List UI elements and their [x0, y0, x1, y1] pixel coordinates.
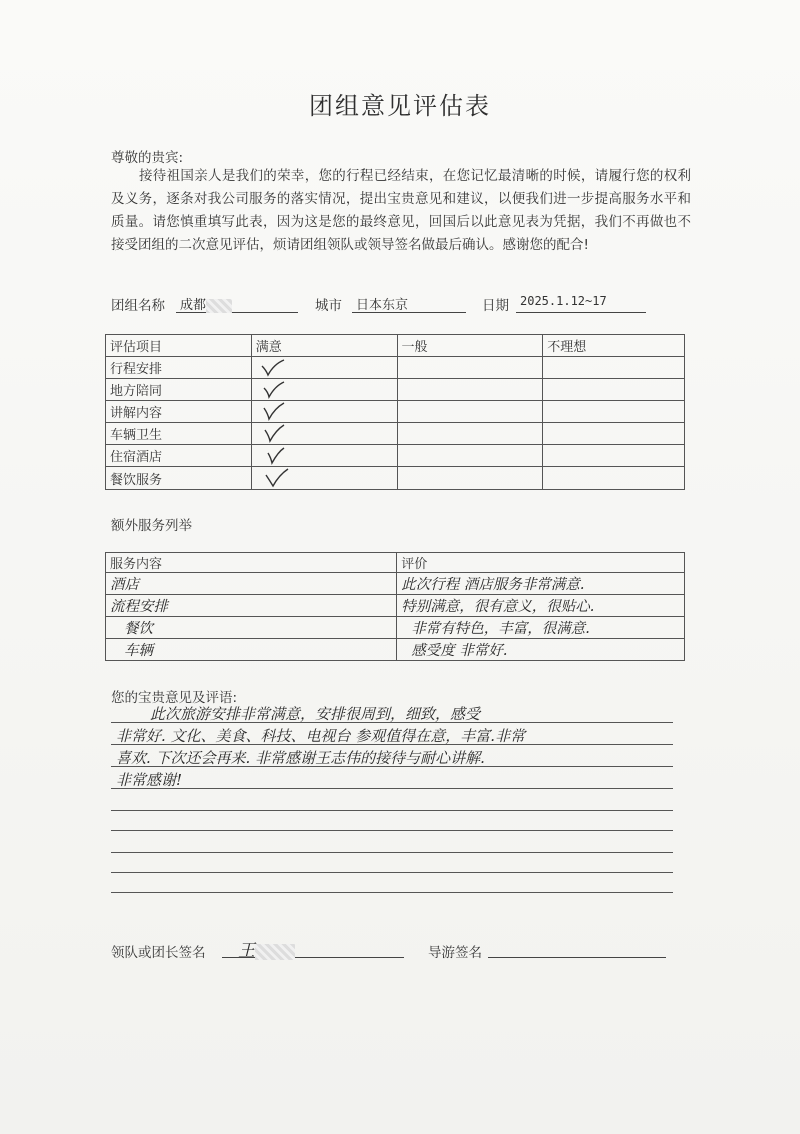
evaluation-item: 餐饮服务 — [106, 467, 252, 490]
checkmark-icon — [256, 446, 286, 466]
table-row — [106, 595, 685, 617]
form-title: 团组意见评估表 — [309, 92, 491, 120]
evaluation-item: 车辆卫生 — [106, 423, 252, 445]
satisfied-cell[interactable] — [251, 379, 397, 401]
header-satisfied: 满意 — [251, 335, 397, 357]
satisfied-cell[interactable] — [251, 445, 397, 467]
extra-services-header-row — [106, 553, 685, 573]
unsatisfied-cell[interactable] — [543, 357, 685, 379]
comment-value: 感受度 非常好. — [411, 643, 508, 659]
satisfied-cell[interactable] — [251, 357, 397, 379]
service-cell[interactable] — [106, 617, 397, 639]
evaluation-header-row — [106, 335, 685, 357]
unsatisfied-cell[interactable] — [543, 423, 685, 445]
service-value: 餐饮 — [124, 621, 153, 637]
comment-cell[interactable] — [397, 573, 685, 595]
ruled-line — [111, 830, 673, 831]
header-item: 评估项目 — [106, 335, 252, 357]
average-cell[interactable] — [397, 401, 543, 423]
service-cell[interactable] — [106, 595, 397, 617]
guide-signature-label: 导游签名 — [428, 945, 482, 961]
guide-signature-line[interactable] — [488, 956, 666, 958]
header-comment: 评价 — [397, 553, 685, 573]
leader-signature-label: 领队或团长签名 — [111, 945, 206, 961]
comment-value: 非常有特色，丰富，很满意. — [411, 621, 590, 637]
table-row — [106, 357, 685, 379]
comment-cell[interactable] — [397, 617, 685, 639]
checkmark-icon — [256, 467, 290, 489]
checkmark-icon — [256, 424, 286, 444]
city-field[interactable] — [352, 294, 466, 313]
comment-line-1: 此次旅游安排非常满意，安排很周到，细致，感受 — [150, 705, 481, 723]
greeting: 尊敬的贵宾: — [111, 150, 184, 166]
date-value: 2025.1.12~17 — [520, 294, 607, 308]
evaluation-table — [105, 334, 685, 490]
table-row — [106, 573, 685, 595]
table-row — [106, 379, 685, 401]
average-cell[interactable] — [397, 445, 543, 467]
group-name-label: 团组名称 — [111, 298, 165, 314]
city-label: 城市 — [315, 298, 342, 314]
evaluation-item: 行程安排 — [106, 357, 252, 379]
date-label: 日期 — [482, 298, 509, 314]
city-value: 日本东京 — [356, 298, 409, 313]
group-name-field[interactable] — [176, 294, 298, 313]
comment-cell[interactable] — [397, 639, 685, 661]
table-row — [106, 467, 685, 490]
header-unsatisfied: 不理想 — [543, 335, 685, 357]
evaluation-item: 住宿酒店 — [106, 445, 252, 467]
average-cell[interactable] — [397, 467, 543, 490]
satisfied-cell[interactable] — [251, 423, 397, 445]
comment-line-2: 非常好. 文化、美食、科技、电视台 参观值得在意，丰富.非常 — [116, 727, 526, 745]
leader-signature — [238, 936, 295, 961]
comment-value: 特别满意，很有意义，很贴心. — [401, 599, 595, 615]
ruled-line — [111, 892, 673, 893]
table-row — [106, 423, 685, 445]
comment-line-3: 喜欢. 下次还会再来. 非常感谢王志伟的接待与耐心讲解. — [116, 749, 485, 767]
unsatisfied-cell[interactable] — [543, 401, 685, 423]
service-value: 酒店 — [110, 577, 139, 593]
ruled-line — [111, 852, 673, 853]
unsatisfied-cell[interactable] — [543, 445, 685, 467]
average-cell[interactable] — [397, 423, 543, 445]
unsatisfied-cell[interactable] — [543, 379, 685, 401]
comment-line-4: 非常感谢! — [116, 771, 183, 789]
table-row — [106, 617, 685, 639]
ruled-line — [111, 788, 673, 789]
service-value: 车辆 — [124, 643, 153, 659]
redaction-mark — [255, 944, 295, 960]
satisfied-cell[interactable] — [251, 467, 397, 490]
extra-services-table — [105, 552, 685, 661]
intro-paragraph: 接待祖国亲人是我们的荣幸，您的行程已经结束，在您记忆最清晰的时候，请履行您的权利及义务，逐条对我公司服务的落实情况，提出宝贵意见和建议，以便我们进一步提高服务水平和质量。请您慎重填写此表，因为这是您的最终意见，回国后以此意见表为凭据，我们不再做也不接受团组的二次意见评估，烦请团组领队或领导签名做最后确认。感谢您的配合! — [111, 168, 691, 253]
table-row — [106, 639, 685, 661]
table-row — [106, 445, 685, 467]
comment-cell[interactable] — [397, 595, 685, 617]
evaluation-item: 地方陪同 — [106, 379, 252, 401]
group-name-value: 成都 — [180, 298, 207, 313]
ruled-line — [111, 810, 673, 811]
header-average: 一般 — [397, 335, 543, 357]
comment-value: 此次行程 酒店服务非常满意. — [401, 577, 585, 593]
header-service: 服务内容 — [106, 553, 397, 573]
checkmark-icon — [256, 380, 286, 400]
service-value: 流程安排 — [110, 599, 168, 615]
leader-signature-value: 王 — [238, 941, 255, 961]
date-field[interactable] — [516, 294, 646, 313]
checkmark-icon — [256, 358, 286, 378]
service-cell[interactable] — [106, 639, 397, 661]
average-cell[interactable] — [397, 379, 543, 401]
unsatisfied-cell[interactable] — [543, 467, 685, 490]
service-cell[interactable] — [106, 573, 397, 595]
extra-services-label: 额外服务列举 — [111, 518, 192, 534]
ruled-line — [111, 872, 673, 873]
average-cell[interactable] — [397, 357, 543, 379]
evaluation-item: 讲解内容 — [106, 401, 252, 423]
checkmark-icon — [256, 402, 286, 422]
comments-label: 您的宝贵意见及评语: — [111, 690, 238, 706]
satisfied-cell[interactable] — [251, 401, 397, 423]
table-row — [106, 401, 685, 423]
redaction-mark — [206, 299, 232, 313]
